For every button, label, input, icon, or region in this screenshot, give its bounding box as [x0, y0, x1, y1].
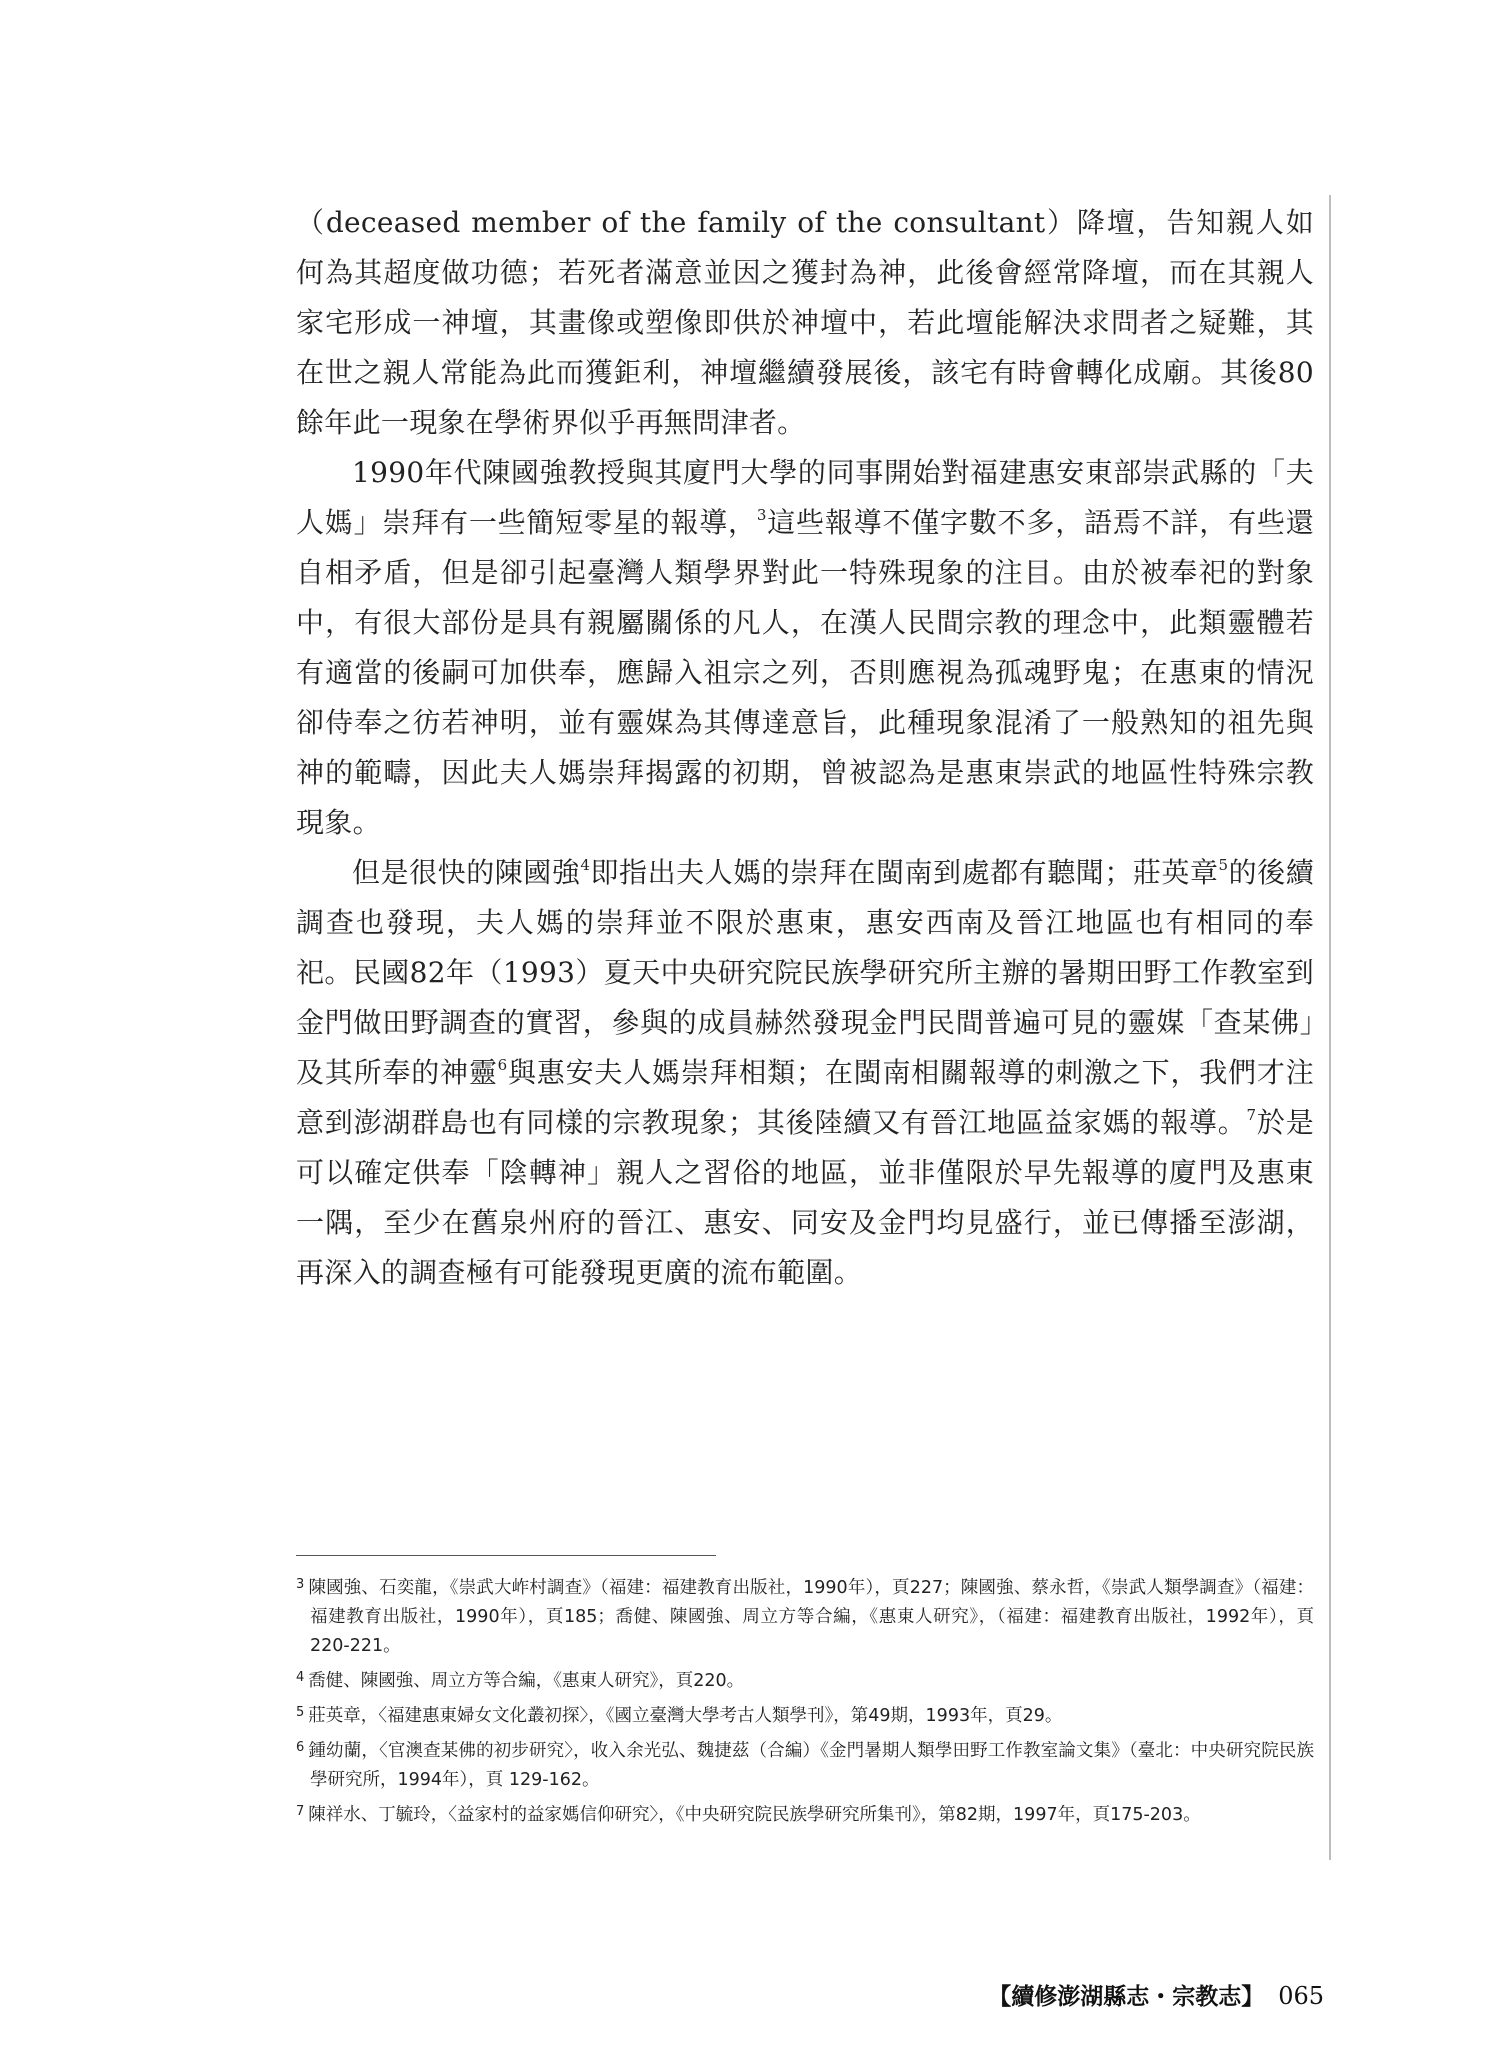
- footnote-3: [296, 1570, 1314, 1661]
- footnote-ref-3[interactable]: 3: [756, 506, 767, 524]
- footnote-ref-4[interactable]: 4: [580, 856, 591, 874]
- footnote-7: [296, 1797, 1314, 1830]
- book-title: 【續修澎湖縣志・宗教志】: [988, 1983, 1265, 2010]
- body-text: [296, 198, 1314, 1298]
- footnote-text: 喬健、陳國強、周立方等合編，《惠東人研究》，頁220。: [308, 1671, 745, 1691]
- footnotes: [296, 1570, 1314, 1832]
- footnote-6: [296, 1733, 1314, 1795]
- paragraph-3: 但是很快的陳國強$^4$即指出夫人媽的崇拜在閩南到處都有聽聞；莊英章$^5$的後續調查也發現，夫人媽的崇拜並不限於惠東，惠安西南及晉江地區也有相同的奉祀。民國82年（1993）夏天中央研究院民族學研究所主辦的暑期田野工作教室到金門做田野調查的實習，參與的成員赫然發現金門民間普遍可見的靈媒「查某佛」及其所奉的神靈$^6$與惠安夫人媽崇拜相類；在閩南相關報導的刺激之下，我們才注意到澎湖群島也有同樣的宗教現象；其後陸續又有晉江地區益家媽的報導。$^7$於是可以確定供奉「陰轉神」親人之習俗的地區，並非僅限於早先報導的廈門及惠東一隅，至少在舊泉州府的晉江、惠安、同安及金門均見盛行，並已傳播至澎湖，再深入的調查極有可能發現更廣的流布範圍。: [296, 856, 1315, 1289]
- paragraph-1: （deceased member of the family of the consultant）降壇，告知親人如何為其超度做功德；若死者滿意並因之獲封為神，此後會經常降壇，而在其親人家宅形成一神壇，其畫像或塑像即供於神壇中，若此壇能解決求問者之疑難，其在世之親人常能為此而獲鉅利，神壇繼續發展後，該宅有時會轉化成廟。其後80餘年此一現象在學術界似乎再無問津者。: [296, 206, 1314, 439]
- footnote-number: 5: [296, 1705, 305, 1720]
- footnote-number: 6: [296, 1740, 305, 1755]
- footnote-divider: [296, 1555, 716, 1556]
- footnote-ref-6[interactable]: 6: [497, 1056, 508, 1074]
- footnote-text: 莊英章，〈福建惠東婦女文化叢初探〉，《國立臺灣大學考古人類學刊》，第49期，1993年，頁29。: [308, 1706, 1063, 1726]
- footnote-ref-5[interactable]: 5: [1218, 856, 1229, 874]
- footnote-text: 陳祥水、丁毓玲，〈益家村的益家媽信仰研究〉，《中央研究院民族學研究所集刊》，第82期，1997年，頁175-203。: [308, 1805, 1201, 1825]
- paragraph-2: 1990年代陳國強教授與其廈門大學的同事開始對福建惠安東部崇武縣的「夫人媽」崇拜有一些簡短零星的報導，$^3$這些報導不僅字數不多，語焉不詳，有些還自相矛盾，但是卻引起臺灣人類學界對此一特殊現象的注目。由於被奉祀的對象中，有很大部份是具有親屬關係的凡人，在漢人民間宗教的理念中，此類靈體若有適當的後嗣可加供奉，應歸入祖宗之列，否則應視為孤魂野鬼；在惠東的情況卻侍奉之彷若神明，並有靈媒為其傳達意旨，此種現象混淆了一般熟知的祖先與神的範疇，因此夫人媽崇拜揭露的初期，曾被認為是惠東崇武的地區性特殊宗教現象。: [296, 456, 1314, 839]
- page-number: 065: [1278, 1982, 1324, 2010]
- footnote-text: 鍾幼蘭，〈官澳查某佛的初步研究〉，收入余光弘、魏捷茲（合編）《金門暑期人類學田野工作教室論文集》（臺北：中央研究院民族學研究所，1994年），頁 129-162。: [308, 1741, 1314, 1790]
- footnote-text: 陳國強、石奕龍，《崇武大岞村調查》（福建：福建教育出版社，1990年），頁227；陳國強、蔡永哲，《崇武人類學調查》（福建：福建教育出版社，1990年），頁185；喬健、陳國強、周立方等合編，《惠東人研究》，（福建：福建教育出版社，1992年），頁220-221。: [308, 1578, 1314, 1656]
- footnote-number: 7: [296, 1804, 305, 1819]
- page-footer: [988, 1978, 1324, 2011]
- footnote-ref-7[interactable]: 7: [1246, 1106, 1257, 1124]
- footnote-number: 3: [296, 1577, 305, 1592]
- footnote-number: 4: [296, 1670, 305, 1685]
- footnote-5: [296, 1698, 1314, 1731]
- margin-rule: [1329, 195, 1331, 1860]
- footnote-4: [296, 1663, 1314, 1696]
